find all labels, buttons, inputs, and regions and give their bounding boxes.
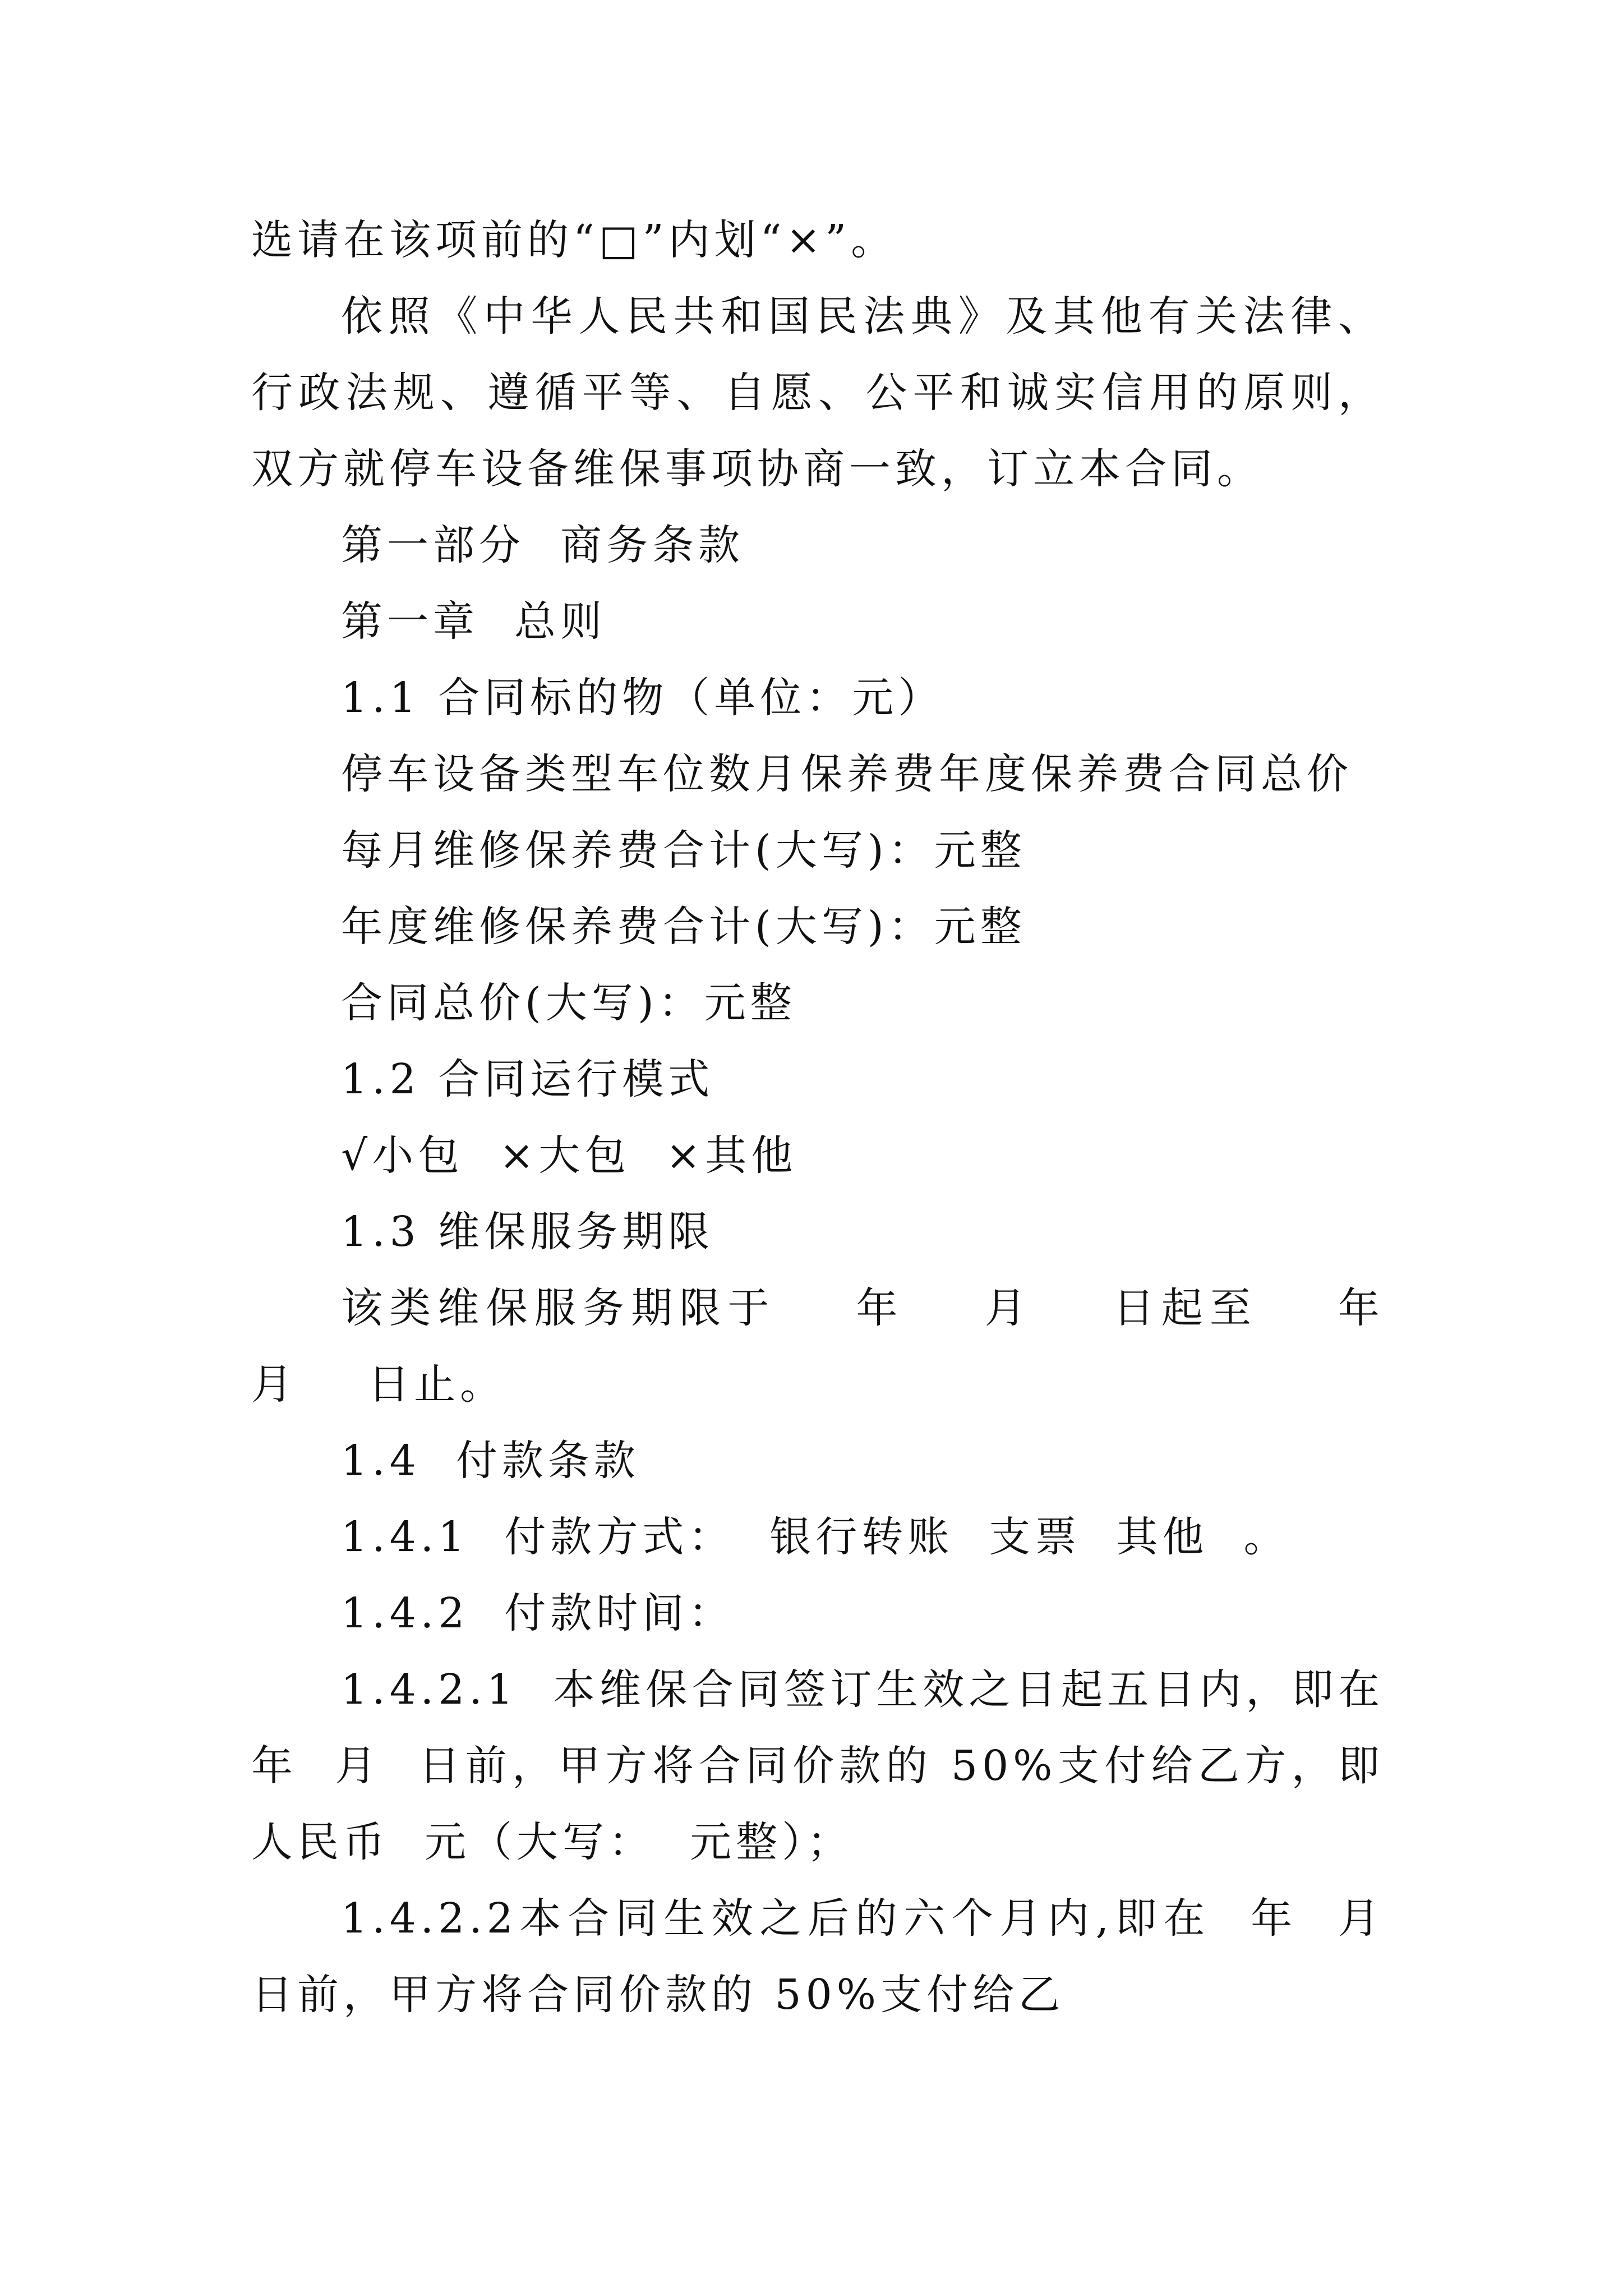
paragraph-legal-basis: 依照《中华人民共和国民法典》及其他有关法律、行政法规、遵循平等、自愿、公平和诚实信用的原则，双方就停车设备维保事项协商一致，订立本合同。: [251, 292, 1384, 493]
document-body: [251, 202, 1455, 2033]
service-period-text: 该类维保服务期限于 年 月 日起至 年 月 日止。: [251, 1284, 1455, 1409]
heading-part-one: 第一部分 商务条款: [341, 521, 745, 569]
contract-subject-columns: 停车设备类型车位数月保养费年度保养费合同总价: [341, 750, 1353, 798]
payment-clause-1: 1.4.2.1 本维保合同签订生效之日起五日内，即在 年 月 日前，甲方将合同价款的 50%支付给乙方，即人民币 元（大写： 元整）；: [251, 1665, 1420, 1866]
monthly-fee-total: 每月维修保养费合计(大写)：元整: [341, 826, 1026, 875]
heading-chapter-one: 第一章 总则: [341, 597, 607, 646]
section-1-1-title: 1.1 合同标的物（单位：元）: [341, 674, 944, 722]
section-1-4-title: 1.4 付款条款: [341, 1437, 640, 1485]
section-1-2-title: 1.2 合同运行模式: [341, 1055, 714, 1103]
section-1-3-title: 1.3 维保服务期限: [341, 1208, 714, 1256]
payment-clause-2: 1.4.2.2本合同生效之后的六个月内,即在 年 月 日前，甲方将合同价款的 50%支付给乙: [251, 1894, 1420, 2019]
annual-fee-total: 年度维修保养费合计(大写)：元整: [341, 903, 1026, 951]
paragraph-instruction: 选请在该项前的“□”内划“×”。: [251, 216, 897, 264]
contract-total-price: 合同总价(大写)：元整: [341, 979, 796, 1027]
operation-mode-options: √小包 ×大包 ×其他: [341, 1131, 797, 1180]
payment-method: 1.4.1 付款方式： 银行转账 支票 其他 。: [341, 1513, 1290, 1561]
payment-time-title: 1.4.2 付款时间：: [341, 1589, 735, 1637]
